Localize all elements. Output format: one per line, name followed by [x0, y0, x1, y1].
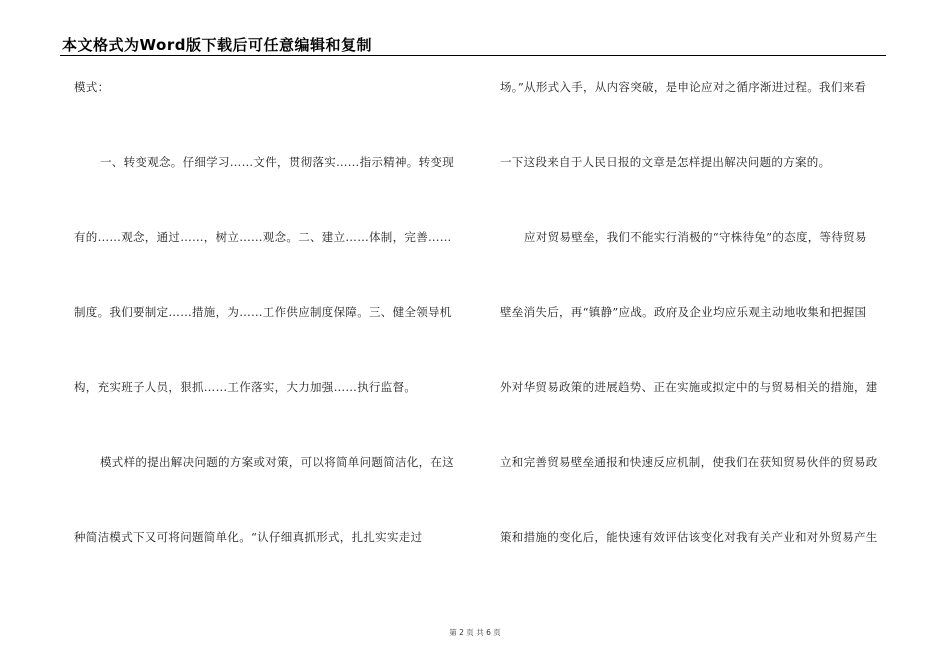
text-line: 一、转变观念。仔细学习……文件，贯彻落实……指示精神。转变现: [100, 155, 454, 169]
text-line: 模式：: [74, 80, 110, 94]
text-line: 立和完善贸易壁垒通报和快速反应机制，使我们在获知贸易伙伴的贸易政: [500, 455, 878, 469]
text-line: 模式样的提出解决问题的方案或对策，可以将简单问题简洁化，在这: [100, 455, 454, 469]
text-line: 应对贸易壁垒，我们不能实行消极的“守株待兔”的态度，等待贸易: [524, 230, 867, 244]
text-line: 场。”从形式入手，从内容突破，是申论应对之循序渐进过程。我们来看: [500, 80, 867, 94]
text-line: 有的……观念，通过……，树立……观念。二、建立……体制，完善……: [74, 230, 452, 244]
text-line: 构，充实班子人员，狠抓……工作落实，大力加强……执行监督。: [74, 380, 417, 394]
text-line: 一下这段来自于人民日报的文章是怎样提出解决问题的方案的。: [500, 155, 831, 169]
page-number-footer: 第 2 页 共 6 页: [449, 628, 501, 637]
text-line: 外对华贸易政策的进展趋势、正在实施或拟定中的与贸易相关的措施，建: [500, 380, 878, 394]
text-line: 壁垒消失后，再“镇静”应战。政府及企业均应乐观主动地收集和把握国: [500, 305, 867, 319]
text-line: 种简洁模式下又可将问题简单化。“认仔细真抓形式，扎扎实实走过: [74, 530, 423, 544]
text-line: 策和措施的变化后，能快速有效评估该变化对我有关产业和对外贸易产生: [500, 530, 878, 544]
header-divider: [60, 55, 886, 56]
document-header-title: 本文格式为Word版下载后可任意编辑和复制: [62, 36, 372, 54]
text-line: 制度。我们要制定……措施，为……工作供应制度保障。三、健全领导机: [74, 305, 452, 319]
